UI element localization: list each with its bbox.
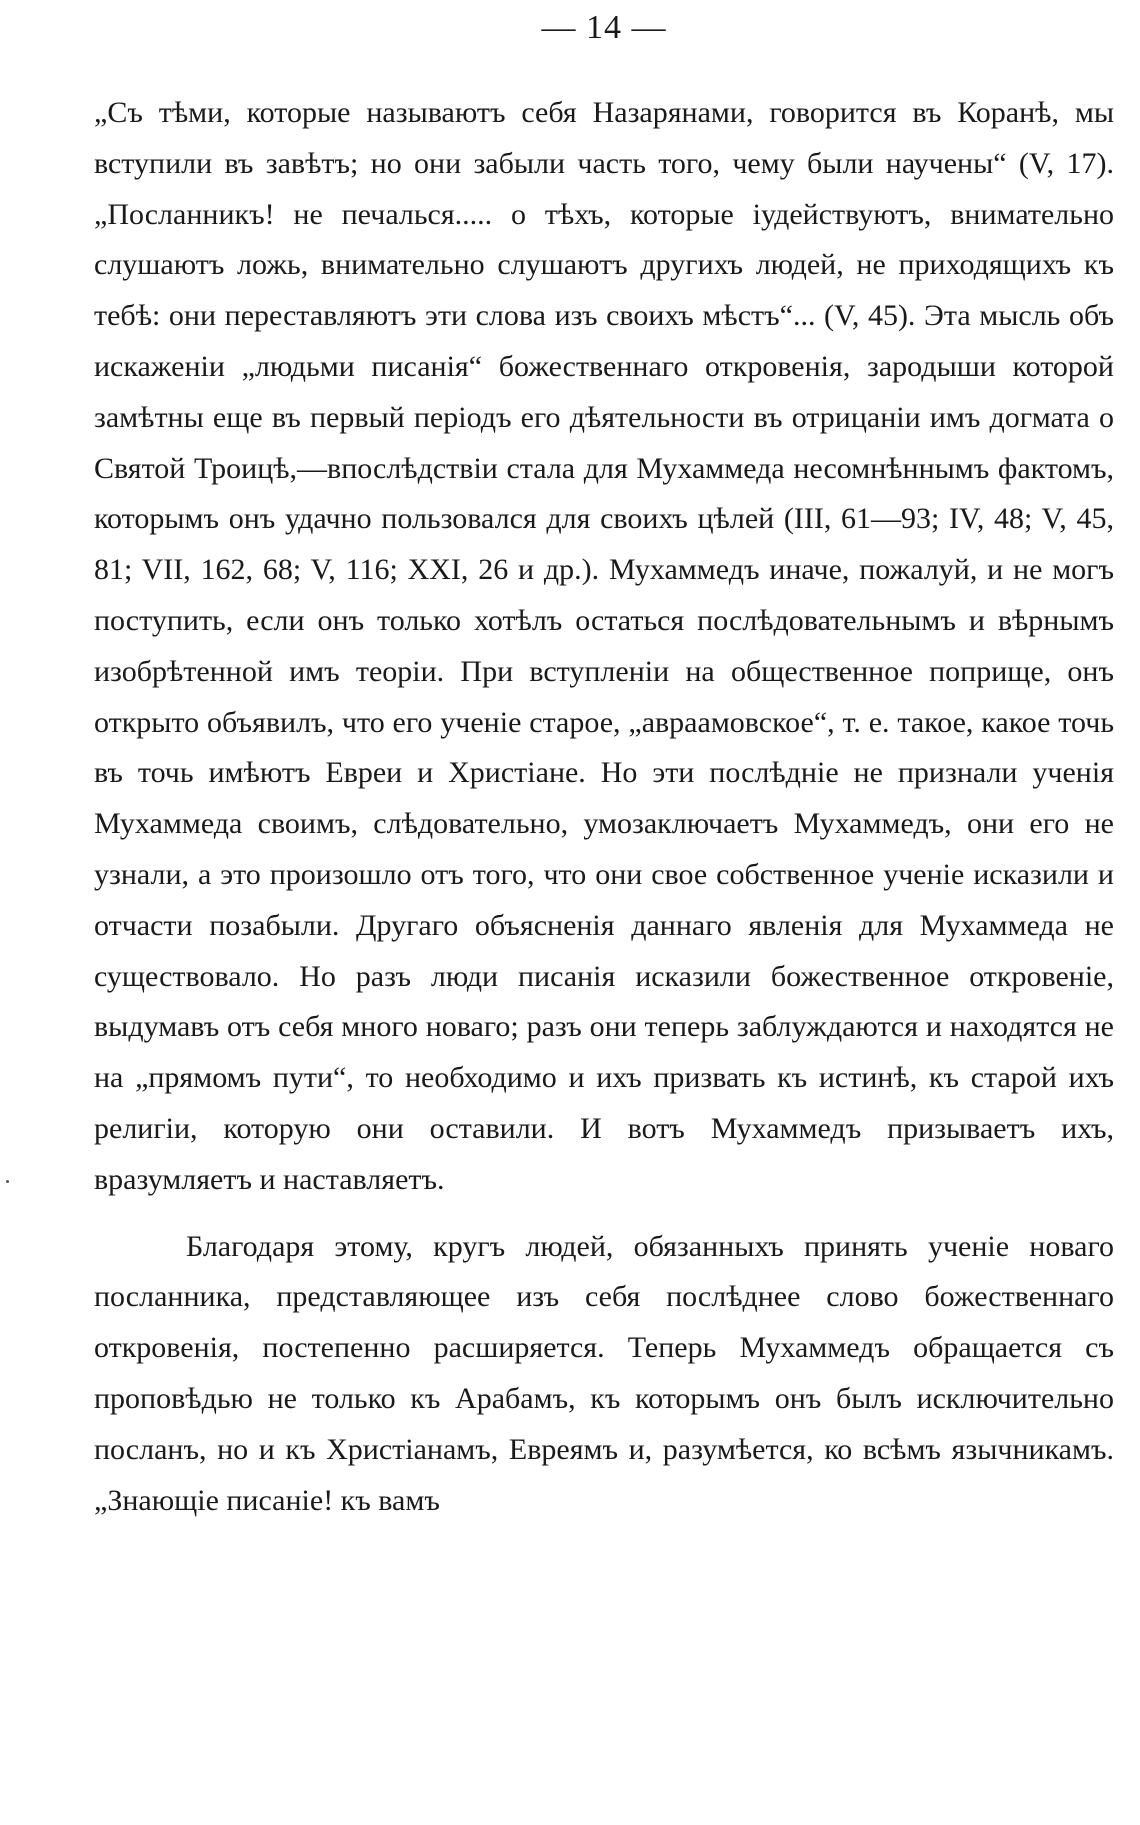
body-text	[94, 88, 1114, 1526]
paragraph-2: Благодаря этому, кругъ людей, обязанныхъ принять ученіе новаго посланника, представляющее изъ себя послѣднее слово божественнаго откровенія, постепенно расширяется. Теперь Мухаммедъ обращается съ проповѣдью не только къ Арабамъ, къ которымъ онъ былъ исключительно посланъ, но и къ Христіанамъ, Евреямъ и, разумѣется, ко всѣмъ язычникамъ. „Знающіе писаніе! къ вамъ	[94, 1229, 1114, 1517]
book-page	[94, 0, 1114, 1825]
page-number: — 14 —	[541, 9, 667, 46]
scan-speck	[6, 1180, 9, 1183]
paragraph-1: „Съ тѣми, которые называютъ себя Назарянами, говорится въ Коранѣ, мы вступили въ завѣтъ; но они забыли часть того, чему были научены“ (V, 17). „Посланникъ! не печалься..... о тѣхъ, которые іудействуютъ, внимательно слушаютъ ложь, внимательно слушаютъ другихъ людей, не приходящихъ къ тебѣ: они переставляютъ эти слова изъ своихъ мѣстъ“... (V, 45). Эта мысль объ искаженіи „людьми писанія“ божественнаго откровенія, зародыши которой замѣтны еще въ первый періодъ его дѣятельности въ отрицаніи имъ догмата о Святой Троицѣ,—впослѣдствіи стала для Мухаммеда несомнѣннымъ фактомъ, которымъ онъ удачно пользовался для своихъ цѣлей (III, 61—93; IV, 48; V, 45, 81; VII, 162, 68; V, 116; XXI, 26 и др.). Мухаммедъ иначе, пожалуй, и не могъ поступить, если онъ только хотѣлъ остаться послѣдовательнымъ и вѣрнымъ изобрѣтенной имъ теоріи. При вступленіи на общественное поприще, онъ открыто объявилъ, что его ученіе старое, „авраамовское“, т. е. такое, какое точь въ точь имѣютъ Евреи и Христіане. Но эти послѣдніе не признали ученія Мухаммеда своимъ, слѣдовательно, умозаключаетъ Мухаммедъ, они его не узнали, а это произошло отъ того, что они свое собственное ученіе исказили и отчасти позабыли. Другаго объясненія даннаго явленія для Мухаммеда не существовало. Но разъ люди писанія исказили божественное откровеніе, выдумавъ отъ себя много новаго; разъ они теперь заблуждаются и находятся не на „прямомъ пути“, то необходимо и ихъ призвать къ истинѣ, къ старой ихъ религіи, которую они оставили. И вотъ Мухаммедъ призываетъ ихъ, вразумляетъ и наставляетъ.	[94, 96, 1114, 1196]
